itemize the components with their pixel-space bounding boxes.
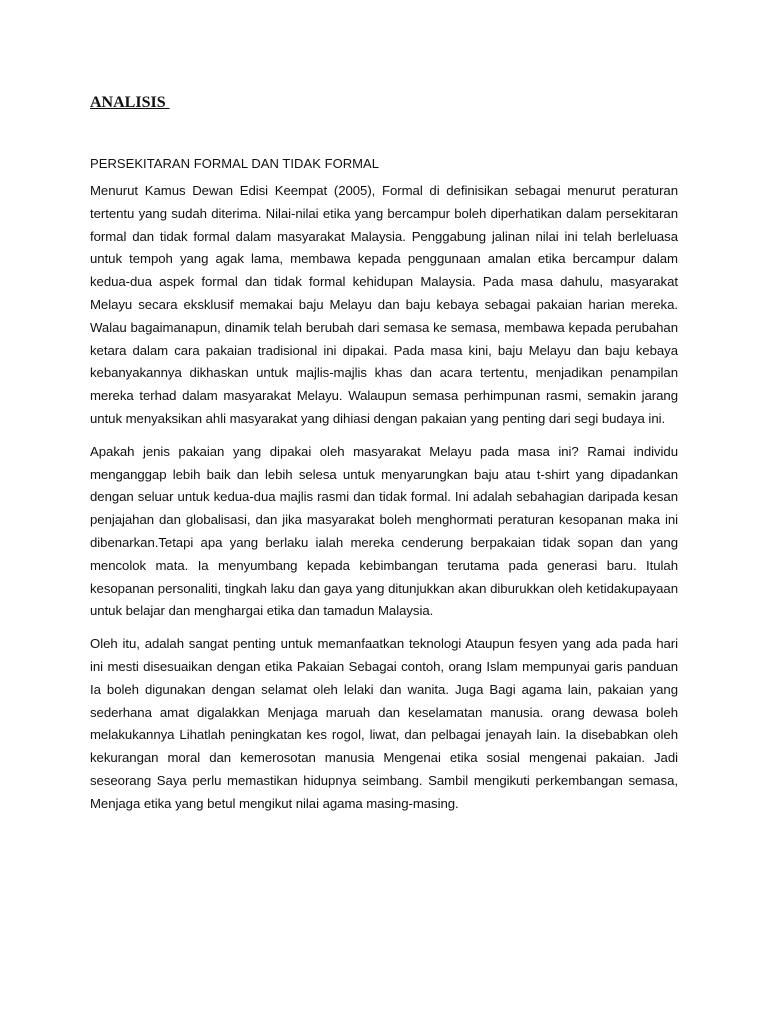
paragraph-1: Menurut Kamus Dewan Edisi Keempat (2005), Formal di definisikan sebagai menurut peraturan tertentu yang sudah diterima. Nilai-nilai etika yang bercampur boleh diperhatikan dalam persekitaran formal dan tidak formal dalam masyarakat Malaysia. Penggabung jalinan nilai ini telah berleluasa untuk tempoh yang agak lama, membawa kepada penggunaan amalan etika bercampur dalam kedua-dua aspek formal dan tidak formal kehidupan Malaysia. Pada masa dahulu, masyarakat Melayu secara eksklusif memakai baju Melayu dan baju kebaya sebagai pakaian harian mereka. Walau bagaimanapun, dinamik telah berubah dari semasa ke semasa, membawa kepada perubahan ketara dalam cara pakaian tradisional ini dipakai. Pada masa kini, baju Melayu dan baju kebaya kebanyakannya dikhaskan untuk majlis-majlis khas dan acara tertentu, menjadikan penampilan mereka terhad dalam masyarakat Melayu. Walaupun semasa perhimpunan rasmi, semakin jarang untuk menyaksikan ahli masyarakat yang dihiasi dengan pakaian yang penting dari segi budaya ini. [90, 183, 678, 426]
paragraph-3: Oleh itu, adalah sangat penting untuk memanfaatkan teknologi Ataupun fesyen yang ada pada hari ini mesti disesuaikan dengan etika Pakaian Sebagai contoh, orang Islam mempunyai garis panduan Ia boleh digunakan dengan selamat oleh lelaki dan wanita. Juga Bagi agama lain, pakaian yang sederhana amat digalakkan Menjaga maruah dan keselamatan manusia. orang dewasa boleh melakukannya Lihatlah peningkatan kes rogol, liwat, dan pelbagai jenayah lain. Ia disebabkan oleh kekurangan moral dan kemerosotan manusia Mengenai etika sosial mengenai pakaian. Jadi seseorang Saya perlu memastikan hidupnya seimbang. Sambil mengikuti perkembangan semasa, Menjaga etika yang betul mengikut nilai agama masing-masing. [90, 636, 678, 811]
document-body [90, 92, 678, 816]
document-title: ANALISIS [90, 94, 170, 111]
section-heading: PERSEKITARAN FORMAL DAN TIDAK FORMAL [90, 156, 380, 171]
paragraph-2: Apakah jenis pakaian yang dipakai oleh masyarakat Melayu pada masa ini? Ramai individu menganggap lebih baik dan lebih selesa untuk menyarungkan baju atau t-shirt yang dipadankan dengan seluar untuk kedua-dua majlis rasmi dan tidak formal. Ini adalah sebahagian daripada kesan penjajahan dan globalisasi, dan jika masyarakat boleh menghormati peraturan kesopanan maka ini dibenarkan.Tetapi apa yang berlaku ialah mereka cenderung berpakaian tidak sopan dan yang mencolok mata. Ia menyumbang kepada kebimbangan terutama pada generasi baru. Itulah kesopanan personaliti, tingkah laku dan gaya yang ditunjukkan akan diburukkan oleh ketidakupayaan untuk belajar dan menghargai etika dan tamadun Malaysia. [90, 443, 678, 619]
